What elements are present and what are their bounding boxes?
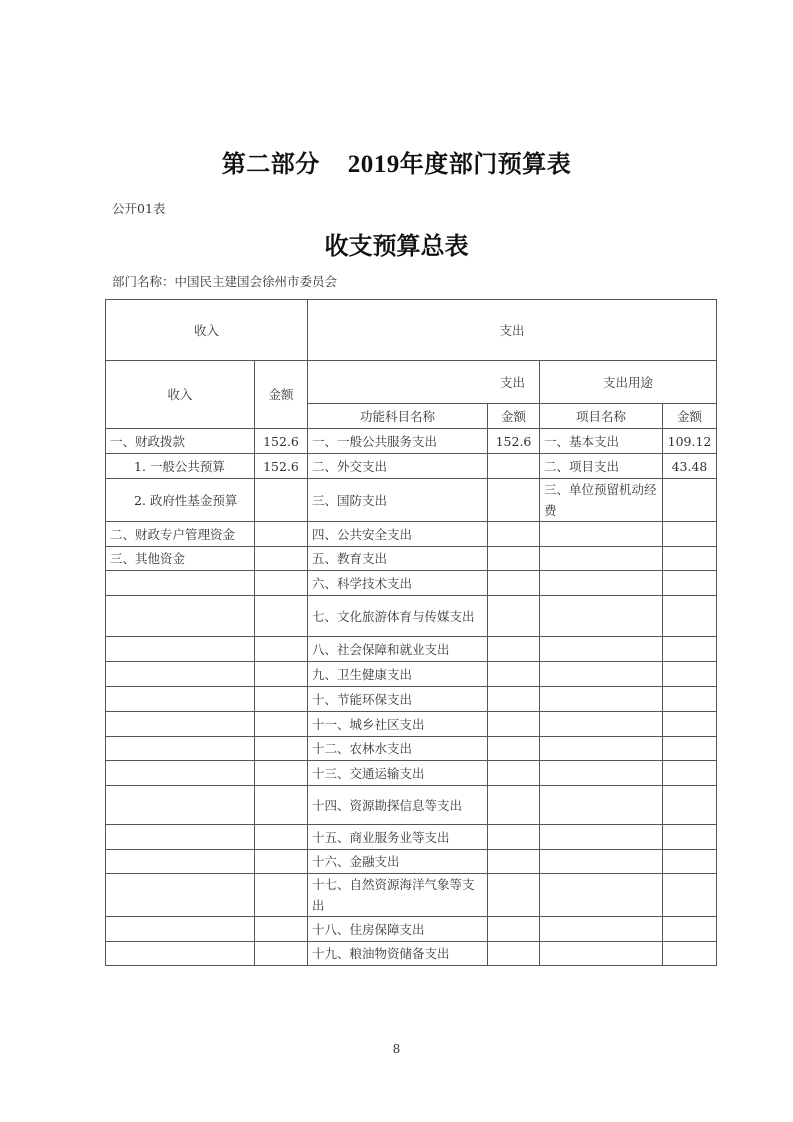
item-amount-cell — [663, 874, 717, 917]
item-name-cell — [540, 917, 663, 942]
func-name-cell: 十七、自然资源海洋气象等支出 — [308, 874, 488, 917]
func-amount-cell — [488, 522, 540, 547]
func-amount-cell: 152.6 — [488, 429, 540, 454]
item-amount-cell — [663, 850, 717, 874]
func-amount-cell — [488, 786, 540, 825]
item-amount-cell — [663, 942, 717, 966]
income-cell — [106, 850, 255, 874]
table-row — [106, 687, 717, 712]
item-name-cell: 二、项目支出 — [540, 454, 663, 479]
func-name-cell: 十六、金融支出 — [308, 850, 488, 874]
func-name-cell: 三、国防支出 — [308, 479, 488, 522]
item-amount-cell — [663, 571, 717, 596]
func-amount-cell — [488, 637, 540, 662]
func-name-cell: 七、文化旅游体育与传媒支出 — [308, 596, 488, 637]
item-name-cell — [540, 687, 663, 712]
func-amount-cell — [488, 850, 540, 874]
income-name-header: 收入 — [106, 361, 255, 429]
func-name-cell: 六、科学技术支出 — [308, 571, 488, 596]
item-name-cell — [540, 942, 663, 966]
table-row — [106, 662, 717, 687]
income-amount-cell — [255, 571, 308, 596]
item-name-cell — [540, 547, 663, 571]
func-name-cell: 十四、资源勘探信息等支出 — [308, 786, 488, 825]
income-cell: 三、其他资金 — [106, 547, 255, 571]
func-name-cell: 五、教育支出 — [308, 547, 488, 571]
income-cell — [106, 874, 255, 917]
use-sub-header: 支出用途 — [540, 361, 717, 404]
item-name-cell: 三、单位预留机动经费 — [540, 479, 663, 522]
table-row — [106, 874, 717, 917]
income-cell — [106, 761, 255, 786]
table-row — [106, 596, 717, 637]
item-name-cell — [540, 571, 663, 596]
item-amount-cell — [663, 479, 717, 522]
table-row — [106, 786, 717, 825]
income-amount-cell — [255, 662, 308, 687]
income-cell — [106, 596, 255, 637]
page-number: 8 — [392, 1042, 401, 1056]
func-amount-cell — [488, 571, 540, 596]
income-cell: 2. 政府性基金预算 — [106, 479, 255, 522]
table-body — [106, 429, 717, 966]
table-row — [106, 454, 717, 479]
income-amount-header: 金额 — [255, 361, 308, 429]
income-cell — [106, 637, 255, 662]
func-name-cell: 十三、交通运输支出 — [308, 761, 488, 786]
func-name-cell: 十二、农林水支出 — [308, 737, 488, 761]
func-amount-header: 金额 — [488, 404, 540, 429]
income-amount-cell — [255, 786, 308, 825]
income-amount-cell — [255, 825, 308, 850]
func-amount-cell — [488, 737, 540, 761]
item-name-cell — [540, 737, 663, 761]
func-name-cell: 二、外交支出 — [308, 454, 488, 479]
item-amount-cell: 109.12 — [663, 429, 717, 454]
item-amount-cell — [663, 825, 717, 850]
func-amount-cell — [488, 917, 540, 942]
income-amount-cell — [255, 637, 308, 662]
table-row — [106, 917, 717, 942]
income-amount-cell — [255, 761, 308, 786]
income-cell — [106, 917, 255, 942]
page-title — [0, 144, 793, 179]
income-cell — [106, 571, 255, 596]
income-amount-cell — [255, 522, 308, 547]
item-name-cell — [540, 786, 663, 825]
item-amount-cell — [663, 662, 717, 687]
item-amount-cell — [663, 737, 717, 761]
item-name-cell — [540, 825, 663, 850]
table-row — [106, 825, 717, 850]
income-amount-cell — [255, 479, 308, 522]
table-row — [106, 737, 717, 761]
item-name-cell — [540, 850, 663, 874]
func-amount-cell — [488, 712, 540, 737]
item-name-cell — [540, 761, 663, 786]
item-amount-cell — [663, 547, 717, 571]
func-amount-cell — [488, 596, 540, 637]
item-amount-cell — [663, 637, 717, 662]
func-amount-cell — [488, 547, 540, 571]
item-amount-cell — [663, 786, 717, 825]
income-amount-cell — [255, 942, 308, 966]
func-name-cell: 十五、商业服务业等支出 — [308, 825, 488, 850]
func-name-cell: 十、节能环保支出 — [308, 687, 488, 712]
item-name-cell — [540, 596, 663, 637]
func-amount-cell — [488, 479, 540, 522]
func-amount-cell — [488, 761, 540, 786]
income-amount-cell — [255, 850, 308, 874]
income-amount-cell — [255, 917, 308, 942]
item-name-cell — [540, 637, 663, 662]
income-cell: 二、财政专户管理资金 — [106, 522, 255, 547]
table-row — [106, 942, 717, 966]
item-name-cell — [540, 712, 663, 737]
income-group-header: 收入 — [106, 300, 308, 361]
func-name-cell: 八、社会保障和就业支出 — [308, 637, 488, 662]
income-cell: 一、财政拨款 — [106, 429, 255, 454]
func-name-cell: 十九、粮油物资储备支出 — [308, 942, 488, 966]
item-amount-cell — [663, 712, 717, 737]
income-cell — [106, 687, 255, 712]
item-amount-cell: 43.48 — [663, 454, 717, 479]
income-cell — [106, 662, 255, 687]
title-suffix: 年度部门预算表 — [399, 150, 572, 178]
func-amount-cell — [488, 825, 540, 850]
item-name-cell — [540, 874, 663, 917]
title-year: 2019 — [347, 151, 400, 178]
item-name-cell — [540, 522, 663, 547]
table-row — [106, 479, 717, 522]
income-amount-cell: 152.6 — [255, 454, 308, 479]
table-row — [106, 712, 717, 737]
item-amount-header: 金额 — [663, 404, 717, 429]
income-cell: 1. 一般公共预算 — [106, 454, 255, 479]
table-row — [106, 429, 717, 454]
income-cell — [106, 712, 255, 737]
income-amount-cell — [255, 874, 308, 917]
expense-group-header: 支出 — [308, 300, 717, 361]
func-amount-cell — [488, 454, 540, 479]
income-amount-cell — [255, 547, 308, 571]
table-number: 公开01表 — [112, 201, 166, 216]
income-cell — [106, 786, 255, 825]
table-title: 收支预算总表 — [324, 232, 469, 260]
func-amount-cell — [488, 942, 540, 966]
func-name-cell: 九、卫生健康支出 — [308, 662, 488, 687]
table-row — [106, 761, 717, 786]
department-name: 部门名称：中国民主建国会徐州市委员会 — [112, 274, 338, 289]
income-amount-cell — [255, 596, 308, 637]
func-amount-cell — [488, 874, 540, 917]
func-name-cell: 四、公共安全支出 — [308, 522, 488, 547]
income-amount-cell — [255, 687, 308, 712]
income-amount-cell — [255, 737, 308, 761]
item-amount-cell — [663, 917, 717, 942]
item-name-header: 项目名称 — [540, 404, 663, 429]
func-amount-cell — [488, 662, 540, 687]
item-amount-cell — [663, 761, 717, 786]
func-name-header: 功能科目名称 — [308, 404, 488, 429]
income-cell — [106, 942, 255, 966]
item-name-cell — [540, 662, 663, 687]
income-cell — [106, 825, 255, 850]
table-row — [106, 522, 717, 547]
table-row — [106, 637, 717, 662]
item-amount-cell — [663, 596, 717, 637]
func-amount-cell — [488, 687, 540, 712]
func-name-cell: 十一、城乡社区支出 — [308, 712, 488, 737]
table-row — [106, 571, 717, 596]
budget-summary-table — [105, 299, 717, 966]
title-prefix: 第二部分 — [221, 150, 320, 178]
func-name-cell: 一、一般公共服务支出 — [308, 429, 488, 454]
table-row — [106, 547, 717, 571]
item-amount-cell — [663, 687, 717, 712]
func-name-cell: 十八、住房保障支出 — [308, 917, 488, 942]
item-name-cell: 一、基本支出 — [540, 429, 663, 454]
income-amount-cell: 152.6 — [255, 429, 308, 454]
expense-sub-header: 支出 — [308, 361, 540, 404]
income-cell — [106, 737, 255, 761]
item-amount-cell — [663, 522, 717, 547]
income-amount-cell — [255, 712, 308, 737]
table-row — [106, 850, 717, 874]
